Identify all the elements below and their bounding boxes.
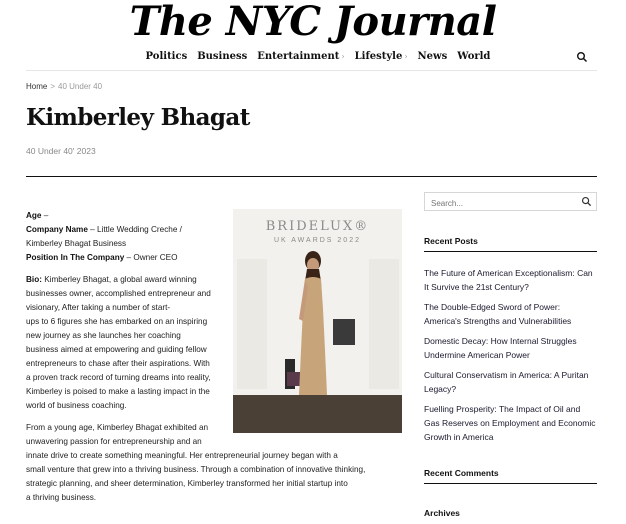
article-line: strategic planning, and sheer determination, Kimberley transformed her initial startup into bbox=[26, 479, 348, 488]
search-icon[interactable] bbox=[581, 196, 592, 207]
article-paragraph bbox=[26, 421, 406, 505]
bio-line-text: new journey as she launches her coaching bbox=[26, 331, 181, 340]
age-line bbox=[26, 209, 226, 223]
bio-paragraph bbox=[26, 273, 406, 413]
nav-item-label: Politics bbox=[145, 51, 188, 62]
bio-line-text: entrepreneurs to chase after their aspirations. With bbox=[26, 359, 210, 368]
title-divider bbox=[26, 176, 597, 177]
company-value-1: – Little Wedding Creche / bbox=[90, 225, 182, 234]
article-line: small venture that grew into a thriving business. Through a combination of innovative thinking, bbox=[26, 465, 366, 474]
age-label: Age bbox=[26, 211, 42, 220]
company-label: Company Name bbox=[26, 225, 88, 234]
photo-banner-sub: UK AWARDS 2022 bbox=[273, 237, 361, 244]
bio-line bbox=[26, 273, 406, 287]
article-line: innate drive to create something meaningful. Her entrepreneurial journey began with a bbox=[26, 451, 338, 460]
nav-item-world[interactable] bbox=[457, 48, 490, 66]
recent-posts-list bbox=[424, 266, 597, 444]
site-logo[interactable]: The NYC Journal bbox=[129, 0, 497, 45]
main-nav bbox=[0, 48, 626, 68]
bio-line bbox=[26, 329, 406, 343]
article-meta[interactable]: 40 Under 40' 2023 bbox=[26, 146, 96, 156]
breadcrumb-separator: > bbox=[50, 82, 56, 91]
site-masthead bbox=[0, 0, 626, 44]
page-title: Kimberley Bhagat bbox=[26, 104, 250, 131]
bio-line-text: businesses owner, accomplished entrepreneur and bbox=[26, 289, 211, 298]
breadcrumb-home[interactable]: Home bbox=[26, 82, 48, 91]
sidebar-search bbox=[424, 192, 597, 211]
profile-fields bbox=[26, 209, 226, 265]
bio-line-text: ups to 6 figures she has embarked on an inspiring bbox=[26, 317, 208, 326]
recent-posts-widget bbox=[424, 236, 597, 450]
recent-post-link[interactable]: Domestic Decay: How Internal Struggles Undermine American Power bbox=[424, 336, 577, 360]
nav-item-label: Entertainment bbox=[257, 51, 340, 62]
bio-line bbox=[26, 399, 406, 413]
bio-label: Bio: bbox=[26, 275, 42, 284]
nav-item-label: Business bbox=[197, 51, 248, 62]
search-input[interactable] bbox=[425, 195, 575, 212]
bio-line-text: business aimed at empowering and guiding fellow bbox=[26, 345, 207, 354]
bio-line-text: a proven track record of turning dreams into reality, bbox=[26, 373, 211, 382]
photo-banner-title: BRIDELUX® bbox=[265, 219, 370, 234]
archives-title: Archives bbox=[424, 508, 460, 518]
bio-line bbox=[26, 315, 406, 329]
recent-post-link[interactable]: The Future of American Exceptionalism: Can It Survive the 21st Century? bbox=[424, 268, 593, 292]
bio-line bbox=[26, 357, 406, 371]
article-body bbox=[26, 209, 406, 513]
recent-post-link[interactable]: Cultural Conservatism in America: A Puritan Legacy? bbox=[424, 370, 589, 394]
archives-widget bbox=[424, 508, 597, 523]
bio-line-text: Kimberley Bhagat, a global award winning bbox=[44, 275, 197, 284]
nav-divider bbox=[26, 70, 597, 71]
breadcrumb-category[interactable]: 40 Under 40 bbox=[58, 82, 103, 91]
sidebar bbox=[424, 192, 597, 518]
nav-item-label: World bbox=[457, 51, 491, 62]
nav-list bbox=[0, 48, 626, 66]
nav-item-business[interactable] bbox=[197, 48, 247, 66]
bio-line-text: Kimberley is poised to make a lasting impact in the bbox=[26, 387, 210, 396]
bio-line-text: world of business coaching. bbox=[26, 401, 127, 410]
breadcrumb bbox=[26, 82, 102, 91]
position-line bbox=[26, 251, 226, 265]
recent-posts-title: Recent Posts bbox=[424, 236, 597, 252]
article-line: unwavering passion for entrepreneurship and an bbox=[26, 437, 202, 446]
bio-line bbox=[26, 287, 406, 301]
nav-item-lifestyle[interactable] bbox=[355, 48, 408, 66]
nav-item-entertainment[interactable] bbox=[257, 48, 344, 66]
age-value: – bbox=[43, 211, 49, 220]
bio-line-text: visionary, After taking a number of start- bbox=[26, 303, 171, 312]
recent-comments-widget bbox=[424, 468, 597, 484]
nav-item-news[interactable] bbox=[418, 48, 448, 66]
article-line: a thriving business. bbox=[26, 493, 97, 502]
recent-comments-title: Recent Comments bbox=[424, 468, 597, 484]
nav-item-label: Lifestyle bbox=[354, 51, 403, 62]
bio-line bbox=[26, 385, 406, 399]
company-line bbox=[26, 223, 226, 237]
bio-line bbox=[26, 371, 406, 385]
nav-item-politics[interactable] bbox=[146, 48, 188, 66]
position-value: – Owner CEO bbox=[126, 253, 178, 262]
position-label: Position In The Company bbox=[26, 253, 125, 262]
bio-line bbox=[26, 343, 406, 357]
bio-line bbox=[26, 301, 406, 315]
nav-item-label: News bbox=[417, 51, 448, 62]
search-icon[interactable] bbox=[576, 51, 588, 63]
article-line: From a young age, Kimberley Bhagat exhibited an bbox=[26, 423, 209, 432]
company-value-2: Kimberley Bhagat Business bbox=[26, 239, 127, 248]
chevron-down-icon: › bbox=[341, 52, 345, 61]
recent-post-link[interactable]: Fuelling Prosperity: The Impact of Oil and Gas Reserves on Employment and Economic Growth in America bbox=[424, 404, 596, 442]
recent-post-link[interactable]: The Double-Edged Sword of Power: America's Strengths and Vulnerabilities bbox=[424, 302, 572, 326]
chevron-down-icon: › bbox=[404, 52, 408, 61]
